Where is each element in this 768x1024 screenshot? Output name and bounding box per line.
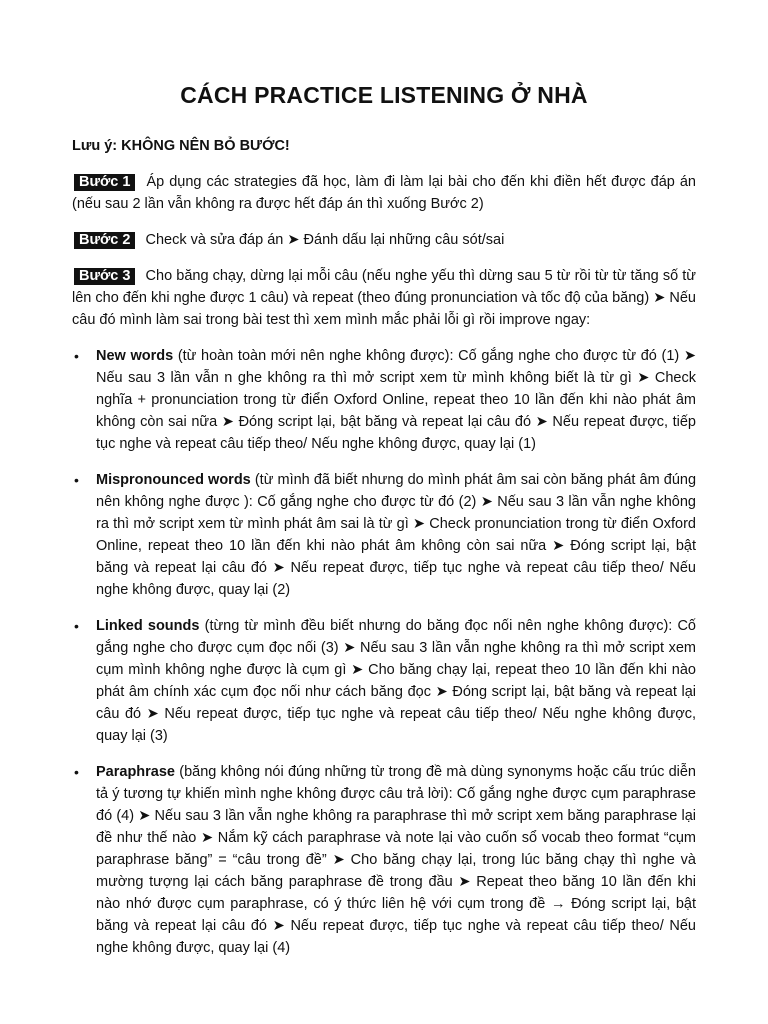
page-title: CÁCH PRACTICE LISTENING Ở NHÀ [180, 82, 588, 108]
item-term: New words [96, 348, 174, 364]
item-term: Mispronounced words [96, 472, 251, 488]
bullet-icon: • [74, 764, 79, 780]
item-text: (từng từ mình đều biết nhưng do băng đọc nối nên nghe không được): Cố gắng nghe cho được cụm đọc nối (3) ➤ Nếu sau 3 lần vẫn nghe không ra thì mở script xem cụm mình không nghe được là cụm gì ➤ Cho băng chạy lại, repeat theo 10 lần đến khi nào phát âm chính xác cụm đọc nối như cách băng đọc ➤ Đóng script lại, bật băng và repeat lại câu đó ➤ Nếu repeat được, tiếp tục nghe và repeat câu tiếp theo/ Nếu nghe không được, quay lại (3) [96, 618, 696, 744]
list-item-new-words [72, 345, 696, 455]
item-text: (từ hoàn toàn mới nên nghe không được): Cố gắng nghe cho được từ đó (1) ➤ Nếu sau 3 lần vẫn n ghe không ra thì mở script xem từ mình không biết là từ gì ➤ Check nghĩa + pronunciation trong từ điển Oxford Online, repeat theo 10 lần đến khi nào phát âm không còn sai nữa ➤ Đóng script lại, bật băng và repeat lại câu đó ➤ Nếu repeat được, tiếp tục nghe và repeat câu tiếp theo/ Nếu nghe không được, quay lại (1) [96, 348, 697, 452]
step-2 [72, 229, 696, 251]
step-1-label: Bước 1 [74, 174, 135, 191]
list-item-linked-sounds [72, 615, 696, 747]
step-1 [72, 171, 696, 215]
item-text: (băng không nói đúng những từ trong đề mà dùng synonyms hoặc cấu trúc diễn tả ý tương tự khiến mình nghe không được câu trả lời): Cố gắng nghe được cụm paraphrase đó (4) ➤ Nếu sau 3 lần vẫn nghe không ra paraphrase thì mở script xem băng paraphrase lại đề như thế nào ➤ Nắm kỹ cách paraphrase và note lại vào cuốn sổ vocab theo format “cụm paraphrase băng” = “câu trong đề” ➤ Cho băng chạy lại, trong lúc băng chạy thì nghe và mường tượng lại cách băng paraphrase đề trong đầu ➤ Repeat theo băng 10 lần đến khi nào nhớ được cụm paraphrase, có ý thức liên hệ với cụm trong đề → Đóng script lại, bật băng và repeat lại câu đó ➤ Nếu repeat được, tiếp tục nghe và repeat câu tiếp theo/ Nếu nghe không được, quay lại (4) [96, 764, 696, 956]
item-term: Paraphrase [96, 764, 175, 780]
note-text: Lưu ý: KHÔNG NÊN BỎ BƯỚC! [72, 138, 290, 154]
step-3-label: Bước 3 [74, 268, 135, 285]
step-3-text: Cho băng chạy, dừng lại mỗi câu (nếu nghe yếu thì dừng sau 5 từ rồi từ từ tăng số từ lên cho đến khi nghe được 1 câu) và repeat (theo đúng pronunciation và tốc độ của băng) ➤ Nếu câu đó mình làm sai trong bài test thì xem mình mắc phải lỗi gì rồi improve ngay: [72, 268, 696, 328]
step-2-label: Bước 2 [74, 232, 135, 249]
bullet-list [72, 345, 696, 959]
step-2-text: Check và sửa đáp án ➤ Đánh dấu lại những câu sót/sai [145, 232, 505, 248]
bullet-icon: • [74, 348, 79, 364]
bullet-icon: • [74, 618, 79, 634]
list-item-mispronounced-words [72, 469, 696, 601]
list-item-paraphrase [72, 761, 696, 959]
item-text: (từ mình đã biết nhưng do mình phát âm sai còn băng phát âm đúng nên không nghe được ): Cố gắng nghe cho được từ đó (2) ➤ Nếu sau 3 lần vẫn nghe không ra thì mở script xem từ mình phát âm sai là từ gì ➤ Check pronunciation trong từ điển Oxford Online, repeat theo 10 lần đến khi nào phát âm không còn sai nữa ➤ Đóng script lại, bật băng và repeat lại câu đó ➤ Nếu repeat được, tiếp tục nghe và repeat câu tiếp theo/ Nếu nghe không được, quay lại (2) [96, 472, 697, 598]
item-term: Linked sounds [96, 618, 200, 634]
step-1-text: Áp dụng các strategies đã học, làm đi làm lại bài cho đến khi điền hết được đáp án (nếu sau 2 lần vẫn không ra được hết đáp án thì xuống Bước 2) [72, 174, 696, 212]
step-3 [72, 265, 696, 331]
bullet-icon: • [74, 472, 79, 488]
